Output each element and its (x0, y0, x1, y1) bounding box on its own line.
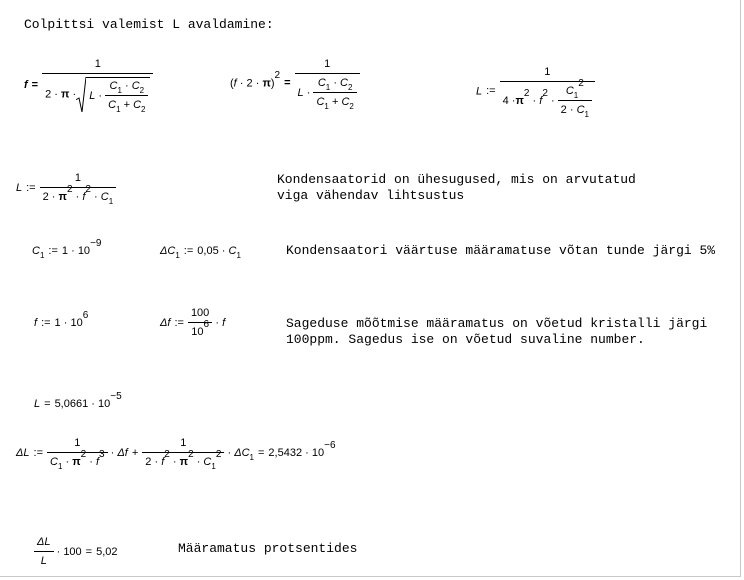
equation-inductance-derivation: L := 1 4 ·π2 · f2 · $\frac{C_12}{2 \cdot C_1}$ (476, 66, 595, 117)
equation-inductance-simplified: L := $\frac{1}{2 \cdot \pi 2 \cdot f2 \cdot C_1}$ (16, 172, 116, 204)
result-percent-uncertainty: $\frac{\Delta L}{L}$ · 100 = 5,02 (34, 536, 118, 568)
note-frequency-uncertainty-line1: Sageduse mõõtmise määramatus on võetud kristalli järgi (286, 316, 708, 331)
note-capacitors-identical-line1: Kondensaatorid on ühesugused, mis on arvutatud (277, 172, 636, 187)
equation-colpitts-frequency: f = 1 2 · π · L · $\frac{C_1 \cdot C_2}{C_1 + C_2}$ (24, 58, 153, 112)
worksheet-heading: Colpittsi valemist L avaldamine: (24, 17, 274, 32)
note-capacitor-uncertainty: Kondensaatori väärtuse määramatuse võtan tunde järgi 5% (286, 243, 716, 258)
note-percent-uncertainty: Määramatus protsentides (178, 541, 358, 556)
equation-squared-form: (f · 2 · π)2= 1 L · $\frac{C_1 \cdot C_2}{C_1 + C_2}$ (230, 58, 360, 109)
note-capacitors-identical-line2: viga vähendav lihtsustus (277, 188, 465, 203)
definition-delta-frequency: Δf := $\frac{100}{106}$ · f (160, 307, 226, 338)
definition-c1: $C_1$ := 1 · 10−9 (32, 238, 102, 260)
result-inductance: L = 5,0661 · 10−5 (34, 391, 122, 410)
equation-delta-inductance: ΔL := $\frac{1}{C_1 \cdot \pi 2 \cdot f3}$ · Δf + $\frac{1}{2 \cdot f2 \cdot \pi 2 \cdot C_12}$ · $\Delta C_1 = 2,5432 \cdot 10-6$ (16, 437, 336, 471)
note-frequency-uncertainty-line2: 100ppm. Sagedus ise on võetud suvaline number. (286, 332, 645, 347)
sqrt-icon (76, 77, 86, 112)
definition-frequency: f := 1 · 106 (34, 310, 89, 329)
definition-delta-c1: $\Delta C_1$ := $0,05 \cdot C_1$ (160, 245, 241, 260)
